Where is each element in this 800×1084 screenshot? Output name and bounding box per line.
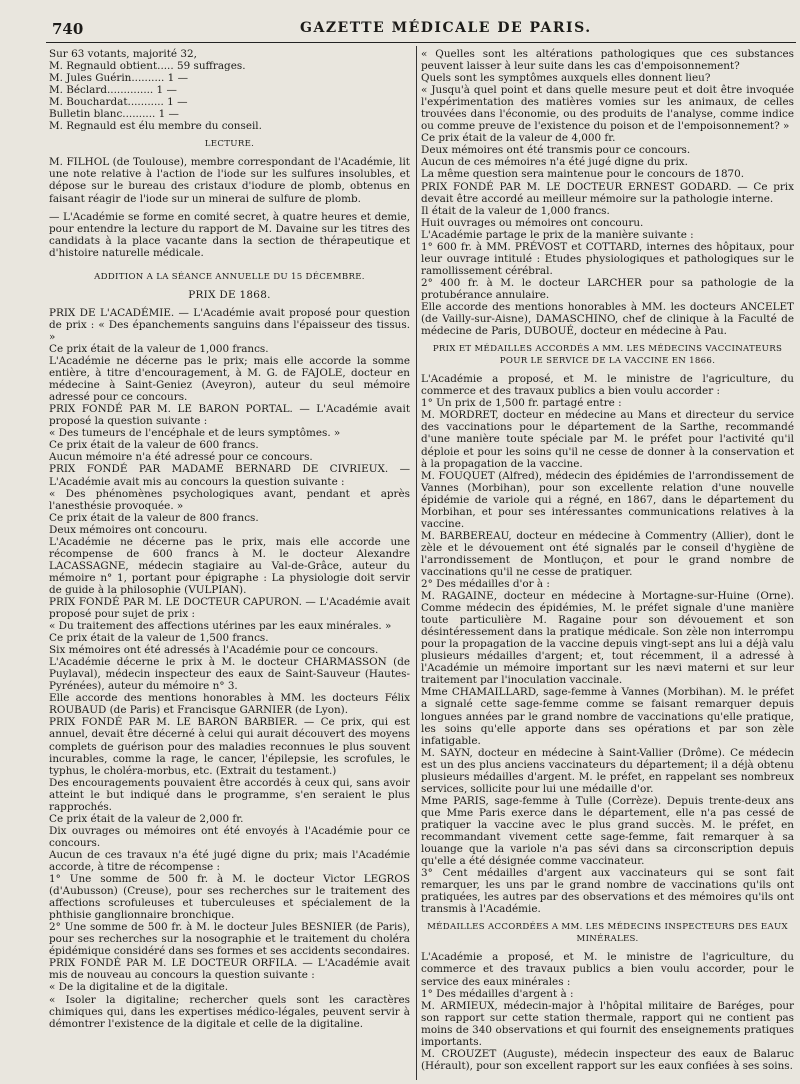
- paragraph: Quels sont les symptômes auxquels elles donnent lieu?: [421, 72, 711, 85]
- paragraph: Huit ouvrages ou mémoires ont concouru.: [421, 216, 644, 229]
- right-column: [421, 48, 794, 1080]
- paragraph: Ce prix était de la valeur de 2,000 fr.: [49, 812, 244, 825]
- left-column: [49, 48, 410, 1080]
- paragraph: Mme PARIS, sage-femme à Tulle (Corrèze). Depuis trente-deux ans que Mme Paris exerce dans le département, elle n'a pas cessé de pratiquer la vaccine avec le plus grand succès. M. le préfet, en recommandant vivement cette sage-femme, fait remarquer à sa louange que la variole n'a pas sévi dans sa circonscription depuis qu'elle a été désignée comme vaccinateur.: [421, 794, 794, 868]
- section-heading-eaux-minerales: MÉDAILLES ACCORDÉES A MM. LES MÉDECINS INSPECTEURS DES EAUX MINÉRALES.: [427, 922, 788, 945]
- paragraph: L'Académie ne décerne pas le prix, mais elle accorde une récompense de 600 francs à M. le docteur Alexandre LACASSAGNE, médecin stagiaire au Val-de-Grâce, auteur du mémoire n° 1, portant pour épigraphe : La physiologie doit servir de guide à la philosophie (VULPIAN).: [49, 535, 410, 596]
- paragraph: 1° Un prix de 1,500 fr. partagé entre :: [421, 397, 622, 410]
- paragraph: L'Académie ne décerne pas le prix; mais elle accorde la somme entière, à titre d'encouragement, à M. G. de FAJOLE, docteur en médecine à Saint-Geniez (Aveyron), auteur du seul mémoire adressé pour ce concours.: [49, 355, 410, 404]
- paragraph: Deux mémoires ont concouru.: [49, 523, 208, 536]
- paragraph: M. MORDRET, docteur en médecine au Mans et directeur du service des vaccinations pour le département de la Sarthe, recommandé d'une manière toute spéciale par M. le préfet pour l'activité qu'il déploie et pour les soins qu'il ne cesse de donner à la conservation et à la propagation de la vaccine.: [421, 409, 794, 470]
- paragraph: M. BARBEREAU, docteur en médecine à Commentry (Allier), dont le zèle et le dévouement ont été signalés par le conseil d'hygiène de l'arrondissement de Montluçon, et pour le grand nombre de vaccinations qu'il ne cesse de pratiquer.: [421, 529, 794, 578]
- prize-heading: PRIX FONDÉ PAR M. LE BARON PORTAL. — L'Académie avait proposé la question suivante :: [49, 403, 410, 428]
- prize-heading: PRIX FONDÉ PAR M. LE BARON BARBIER. — Ce prix, qui est annuel, devait être décerné à celui qui aurait découvert des moyens complets de guérison pour des maladies reconnues le plus souvent incurables, comme la rage, le cancer, l'épilepsie, les scrofules, le typhus, le choléra-morbus, etc. (Extrait du testament.): [49, 716, 410, 777]
- paragraph: L'Académie partage le prix de la manière suivante :: [421, 228, 694, 241]
- paragraph: M. FILHOL (de Toulouse), membre correspondant de l'Académie, lit une note relative à l'action de l'iode sur les sulfures insolubles, et dépose sur le bureau des cristaux d'iodure de plomb, obtenus en faisant réagir de l'iode sur un minerai de sulfure de plomb.: [49, 156, 410, 205]
- paragraph: La même question sera maintenue pour le concours de 1870.: [421, 168, 745, 181]
- paragraph: Elle accorde des mentions honorables à MM. les docteurs Félix ROUBAUD (de Paris) et Francisque GARNIER (de Lyon).: [49, 692, 410, 717]
- paragraph: Aucun mémoire n'a été adressé pour ce concours.: [49, 451, 313, 464]
- paragraph: « De la digitaline et de la digitale.: [49, 981, 229, 994]
- prize-heading: PRIX FONDÉ PAR M. LE DOCTEUR ORFILA. — L'Académie avait mis de nouveau au concours la question suivante :: [49, 957, 410, 982]
- paragraph: « Du traitement des affections utérines par les eaux minérales. »: [49, 620, 392, 633]
- paragraph: Ce prix était de la valeur de 600 francs.: [49, 439, 259, 452]
- header-rule: [46, 42, 796, 43]
- paragraph: Ce prix était de la valeur de 1,500 francs.: [49, 632, 269, 645]
- section-heading-addition: ADDITION A LA SÉANCE ANNUELLE DU 15 DÉCEMBRE.: [94, 271, 365, 282]
- vote-summary: Sur 63 votants, majorité 32,: [49, 48, 197, 60]
- paragraph: Ce prix était de la valeur de 800 francs.: [49, 511, 259, 524]
- paragraph: Deux mémoires ont été transmis pour ce concours.: [421, 144, 691, 157]
- journal-title: GAZETTE MÉDICALE DE PARIS.: [300, 20, 592, 36]
- paragraph: « Des tumeurs de l'encéphale et de leurs symptômes. »: [49, 427, 341, 440]
- paragraph: M. FOUQUET (Alfred), médecin des épidémies de l'arrondissement de Vannes (Morbihan), pour son excellente relation d'une nouvelle épidémie de variole qui a régné, en 1867, dans le département du Morbihan, et pour ses intéressantes communications relatives à la vaccine.: [421, 469, 794, 530]
- paragraph: M. RAGAINE, docteur en médecine à Mortagne-sur-Huine (Orne). Comme médecin des épidémies, M. le préfet signale d'une manière toute particulière M. Ragaine pour son dévouement et son désintéressement dans la pratique médicale. Son zèle non interrompu pour la propagation de la vaccine depuis vingt-sept ans lui a déjà valu plusieurs médailles d'argent; et, tout récemment, il a adressé à l'Académie un mémoire important sur les nævi materni et sur leur traitement par l'inoculation vaccinale.: [421, 590, 794, 687]
- paragraph: Aucun de ces mémoires n'a été jugé digne du prix.: [421, 156, 688, 169]
- page-number: 740: [52, 20, 84, 38]
- election-result: M. Regnauld est élu membre du conseil.: [49, 120, 262, 133]
- section-heading-prix-1868: PRIX DE 1868.: [188, 288, 271, 301]
- paragraph: Ce prix était de la valeur de 4,000 fr.: [421, 132, 616, 145]
- prize-heading: PRIX FONDÉ PAR M. LE DOCTEUR CAPURON. — L'Académie avait proposé pour sujet de prix :: [49, 595, 410, 621]
- paragraph: Dix ouvrages ou mémoires ont été envoyés à l'Académie pour ce concours.: [49, 824, 410, 849]
- paragraph: 1° Des médailles d'argent à :: [421, 987, 574, 1000]
- paragraph: 2° 400 fr. à M. le docteur LARCHER pour sa pathologie de la protubérance annulaire.: [421, 276, 794, 301]
- section-heading-lecture: LECTURE.: [204, 139, 255, 150]
- section-heading-vaccine: PRIX ET MÉDAILLES ACCORDÉS A MM. LES MÉDECINS VACCINATEURS POUR LE SERVICE DE LA VACCINE EN 1866.: [432, 344, 783, 367]
- paragraph: « Quelles sont les altérations pathologiques que ces substances peuvent laisser à leur suite dans les cas d'empoisonnement?: [421, 48, 794, 73]
- paragraph: Ce prix était de la valeur de 1,000 francs.: [49, 342, 269, 355]
- paragraph: Elle accorde des mentions honorables à MM. les docteurs ANCELET (de Vailly-sur-Aisne), DAMASCHINO, chef de clinique à la Faculté de médecine de Paris, DUBOUÉ, docteur en médecine à Pau.: [421, 300, 794, 338]
- paragraph: 3° Cent médailles d'argent aux vaccinateurs qui se sont fait remarquer, les uns par le grand nombre de vaccinations qu'ils ont pratiquées, les autres par des observations et des mémoires qu'ils ont transmis à l'Académie.: [421, 867, 794, 916]
- paragraph: M. CROUZET (Auguste), médecin inspecteur des eaux de Balaruc (Hérault), pour son excellent rapport sur les eaux confiées à ses soins.: [421, 1047, 794, 1072]
- paragraph: L'Académie a proposé, et M. le ministre de l'agriculture, du commerce et des travaux publics a bien voulu accorder, pour le service des eaux minérales :: [421, 951, 794, 988]
- paragraph: Des encouragements pouvaient être accordés à ceux qui, sans avoir atteint le but indiqué dans le programme, s'en seraient le plus rapprochés.: [49, 776, 410, 813]
- paragraph: 1° Une somme de 500 fr. à M. le docteur Victor LEGROS (d'Aubusson) (Creuse), pour ses recherches sur le traitement des affections scrofuleuses et tuberculeuses et spécialement de la phthisie ganglionnaire bronchique.: [49, 873, 410, 922]
- prize-heading: PRIX DE L'ACADÉMIE. — L'Académie avait proposé pour question de prix : « Des épanchements sanguins dans l'épaisseur des tissus. »: [49, 306, 410, 343]
- paragraph: 2° Des médailles d'or à :: [421, 578, 550, 591]
- prize-heading: PRIX FONDÉ PAR M. LE DOCTEUR ERNEST GODARD. — Ce prix devait être accordé au meilleur mémoire sur la pathologie interne.: [421, 180, 794, 205]
- prize-heading: PRIX FONDÉ PAR MADAME BERNARD DE CIVRIEUX. — L'Académie avait mis au concours la question suivante :: [49, 463, 410, 488]
- paragraph: M. SAYN, docteur en médecine à Saint-Vallier (Drôme). Ce médecin est un des plus anciens vaccinateurs du département; il a déjà obtenu plusieurs médailles d'argent. M. le préfet, en rappelant ses nombreux services, sollicite pour lui une médaille d'or.: [421, 746, 794, 795]
- paragraph: « Jusqu'à quel point et dans quelle mesure peut et doit être invoquée l'expérimentation des matières vomies sur les animaux, de celles trouvées dans l'économie, ou des produits de l'analyse, comme indice ou comme preuve de l'existence du poison et de l'empoisonnement? »: [421, 84, 794, 133]
- paragraph: Mme CHAMAILLARD, sage-femme à Vannes (Morbihan). M. le préfet a signalé cette sage-femme comme se faisant remarquer depuis longues années par le grand nombre de vaccinations qu'elle pratique, les soins qu'elle apporte dans ses opérations et par son zèle infatigable.: [421, 686, 794, 747]
- paragraph: 2° Une somme de 500 fr. à M. le docteur Jules BESNIER (de Paris), pour ses recherches sur la nosographie et le traitement du choléra épidémique considéré dans ses formes et ses accidents secondaires.: [49, 921, 410, 958]
- paragraph: M. ARMIEUX, médecin-major à l'hôpital militaire de Baréges, pour son rapport sur cette station thermale, rapport qui ne contient pas moins de 340 observations et qui fournit des enseignements pratiques importants.: [421, 999, 794, 1048]
- column-divider: [416, 46, 417, 1080]
- paragraph: Aucun de ces travaux n'a été jugé digne du prix; mais l'Académie accorde, à titre de récompense :: [49, 848, 410, 873]
- paragraph: « Des phénomènes psychologiques avant, pendant et après l'anesthésie provoquée. »: [49, 487, 410, 512]
- page-header: [0, 0, 800, 44]
- paragraph: Il était de la valeur de 1,000 francs.: [421, 204, 610, 217]
- paragraph: L'Académie décerne le prix à M. le docteur CHARMASSON (de Puylaval), médecin inspecteur des eaux de Saint-Sauveur (Hautes-Pyrénées), auteur du mémoire n° 3.: [49, 656, 410, 693]
- paragraph: 1° 600 fr. à MM. PRÉVOST et COTTARD, internes des hôpitaux, pour leur ouvrage intitulé : Etudes physiologiques et pathologiques sur le ramollissement cérébral.: [421, 240, 794, 277]
- paragraph: L'Académie a proposé, et M. le ministre de l'agriculture, du commerce et des travaux publics a bien voulu accorder :: [421, 373, 794, 398]
- paragraph: « Isoler la digitaline; rechercher quels sont les caractères chimiques qui, dans les expertises médico-légales, peuvent servir à démontrer l'existence de la digitale et celle de la digitaline.: [49, 993, 410, 1030]
- paragraph: — L'Académie se forme en comité secret, à quatre heures et demie, pour entendre la lecture du rapport de M. Davaine sur les titres des candidats à la place vacante dans la section de thérapeutique et d'histoire naturelle médicale.: [49, 210, 410, 259]
- paragraph: Six mémoires ont été adressés à l'Académie pour ce concours.: [49, 644, 379, 657]
- vote-results: M. Regnauld obtient..... 59 suffrages. M. Jules Guérin.......... 1 — M. Béclard.............. 1 — M. Bouchardat........... 1 — Bulletin blanc.......... 1 —: [49, 60, 246, 121]
